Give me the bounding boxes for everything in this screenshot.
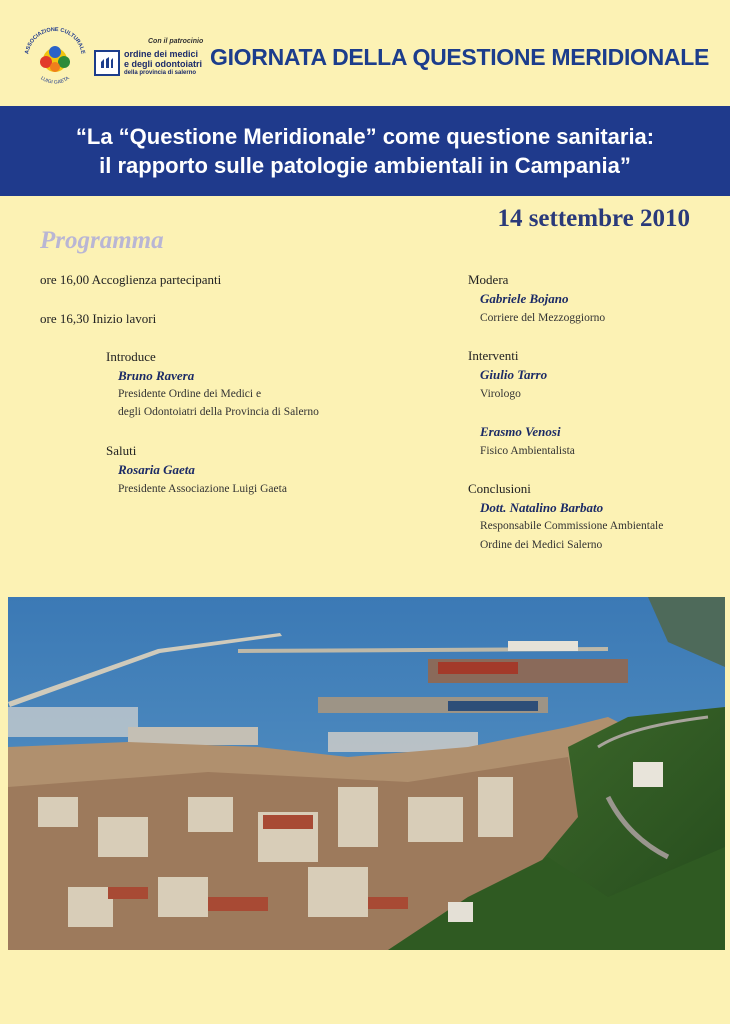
event-date: 14 settembre 2010 [497,205,690,232]
association-logo [20,24,90,88]
introduce-name: Bruno Ravera [118,368,195,383]
program-item-welcome: ore 16,00 Accoglienza partecipanti [40,272,222,287]
saluti-role: Presidente Associazione Luigi Gaeta [118,483,287,495]
svg-text:ASSOCIAZIONE CULTURALE: ASSOCIAZIONE CULTURALE [24,26,86,55]
banner-line-2: il rapporto sulle patologie ambientali in Campania” [99,153,631,178]
program-item-start: ore 16,30 Inizio lavori [40,311,157,326]
patronage-org-name [124,49,202,77]
patronage-org-line2: e degli odontoiatri [124,59,202,69]
speaker-2-name: Erasmo Venosi [480,424,561,439]
modera-name: Gabriele Bojano [480,291,569,306]
introduce-label: Introduce [106,349,156,364]
patronage-org-line1: ordine dei medici [124,49,199,59]
title-banner [0,106,730,196]
svg-text:LUIGI GAETA: LUIGI GAETA [39,75,71,86]
banner-line-1: “La “Questione Meridionale” come questione sanitaria: [75,124,655,149]
saluti-name: Rosaria Gaeta [118,462,195,477]
conclusioni-role-2: Ordine dei Medici Salerno [480,539,603,551]
interventi-label: Interventi [468,348,519,363]
conclusioni-label: Conclusioni [468,481,531,496]
patronage-label: Con il patrocinio [148,38,204,45]
speaker-1-role: Virologo [480,388,521,400]
patronage-block [94,38,204,88]
medical-order-logo [94,50,120,76]
introduce-role-1: Presidente Ordine dei Medici e [118,388,262,400]
speaker-2-role: Fisico Ambientalista [480,445,575,457]
modera-role: Corriere del Mezzoggiorno [480,312,606,324]
patronage-org-line3: della provincia di salerno [124,70,197,76]
speaker-1-name: Giulio Tarro [480,367,548,382]
event-name: GIORNATA DELLA QUESTIONE MERIDIONALE [210,44,710,70]
conclusioni-role-1: Responsabile Commissione Ambientale [480,520,664,532]
program-title: Programma [40,227,164,254]
conclusioni-name: Dott. Natalino Barbato [480,500,604,515]
modera-label: Modera [468,272,509,287]
saluti-label: Saluti [106,443,137,458]
harbor-city-photo [8,597,725,950]
introduce-role-2: degli Odontoiatri della Provincia di Salerno [118,406,319,418]
